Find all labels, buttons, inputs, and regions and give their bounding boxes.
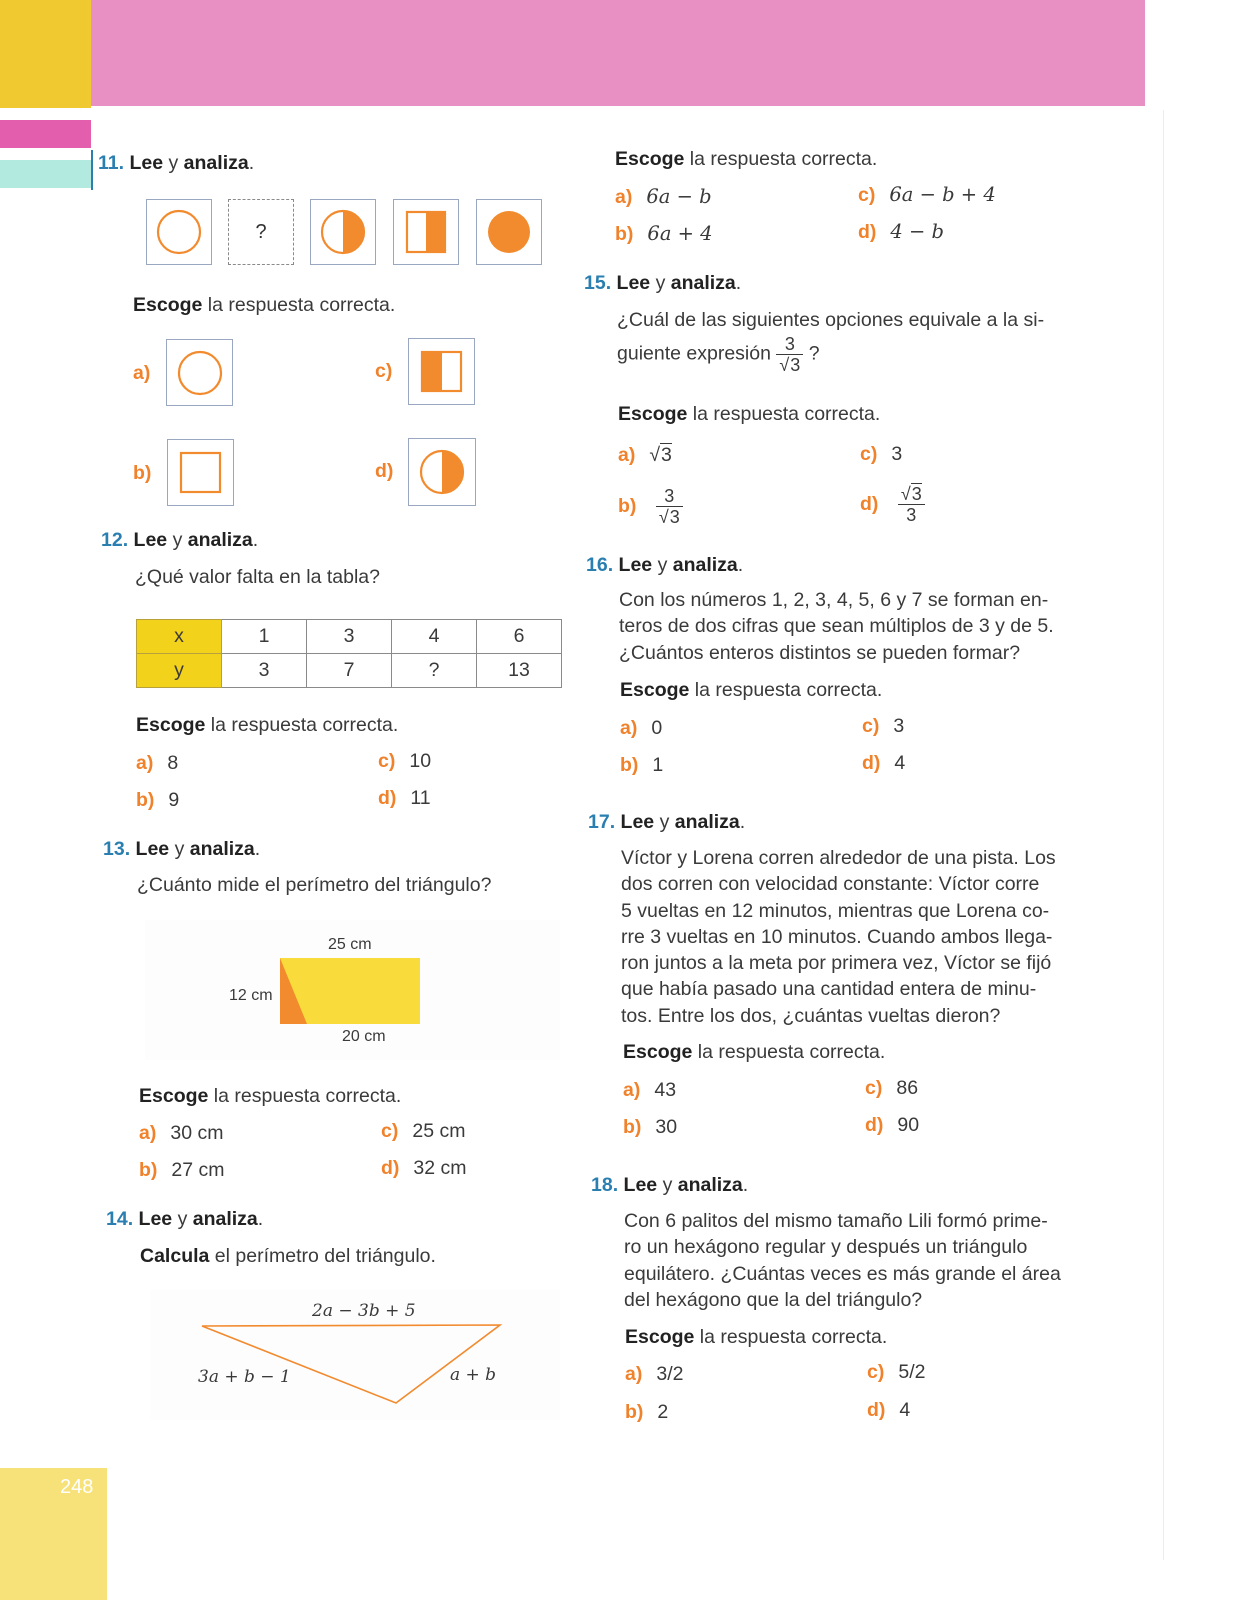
q16-escoge: Escoge la respuesta correcta. [620, 679, 883, 701]
circle-full-icon [477, 200, 541, 264]
table-row [137, 654, 562, 688]
q16-option-a[interactable]: a) 0 [620, 717, 663, 739]
header-yellow-block [0, 0, 91, 108]
seq-box-3 [310, 199, 376, 265]
q12-option-c[interactable]: c) 10 [378, 750, 432, 772]
q13-top-label: 25 cm [328, 936, 372, 953]
q13-option-c[interactable]: c) 25 cm [381, 1120, 466, 1142]
q15-option-a[interactable]: a) √3 [618, 444, 672, 466]
table-cell: 3 [307, 620, 392, 654]
table-header-x: x [137, 620, 222, 654]
circle-half-icon [311, 200, 375, 264]
q12-option-b[interactable]: b) 9 [136, 789, 180, 811]
circle-empty-icon [147, 200, 211, 264]
q18-option-a[interactable]: a) 3/2 [625, 1363, 684, 1385]
q14-left-label: 3a + b − 1 [198, 1367, 291, 1387]
q11-option-b-label[interactable]: b) [133, 462, 152, 484]
q15-escoge: Escoge la respuesta correcta. [618, 403, 881, 425]
q18-option-c[interactable]: c) 5/2 [867, 1361, 926, 1383]
q18-option-d[interactable]: d) 4 [867, 1399, 911, 1421]
q12-escoge: Escoge la respuesta correcta. [136, 714, 399, 736]
page-number: 248 [60, 1476, 94, 1498]
q16-option-b[interactable]: b) 1 [620, 754, 664, 776]
square-empty-icon [168, 440, 233, 505]
q15-option-d[interactable]: d) $\frac{√3}{3}$ [860, 484, 925, 525]
page-number-tab [0, 1468, 107, 1600]
q17-option-d[interactable]: d) 90 [865, 1114, 920, 1136]
tab-pink [0, 120, 91, 148]
q13-option-b[interactable]: b) 27 cm [139, 1159, 225, 1181]
square-half-icon [394, 200, 458, 264]
q12-table [136, 619, 562, 688]
q13-heading: 13. Lee y analiza. [103, 838, 261, 860]
q13-option-d[interactable]: d) 32 cm [381, 1157, 467, 1179]
q11-option-a[interactable] [166, 339, 233, 406]
q11-heading: 11. Lee y analiza. [98, 152, 255, 174]
q11-option-a-label[interactable]: a) [133, 362, 151, 384]
q12-option-a[interactable]: a) 8 [136, 752, 179, 774]
q14-option-b[interactable]: b) 6a + 4 [615, 222, 713, 245]
q17-option-b[interactable]: b) 30 [623, 1116, 678, 1138]
q18-text: Con 6 palitos del mismo tamaño Lili formó prime- ro un hexágono regular y después un triángulo equilátero. ¿Cuántas veces es más grande el área del hexágono que la del triángulo? [624, 1210, 1061, 1311]
table-cell: ? [392, 654, 477, 688]
q13-bottom-label: 20 cm [342, 1028, 386, 1045]
table-cell: 3 [222, 654, 307, 688]
tab-divider [91, 150, 93, 190]
q11-option-d[interactable] [408, 438, 476, 506]
q16-text: Con los números 1, 2, 3, 4, 5, 6 y 7 se forman en- teros de dos cifras que sean múltiplos de 3 y de 5. ¿Cuántos enteros distintos se pueden formar? [619, 589, 1054, 664]
seq-box-unknown: ? [228, 199, 294, 265]
q12-option-d[interactable]: d) 11 [378, 787, 431, 809]
table-cell: 13 [477, 654, 562, 688]
q14-top-label: 2a − 3b + 5 [312, 1301, 416, 1321]
q14-right-label: a + b [450, 1365, 497, 1385]
q13-escoge: Escoge la respuesta correcta. [139, 1085, 402, 1107]
q18-escoge: Escoge la respuesta correcta. [625, 1326, 888, 1348]
q17-option-c[interactable]: c) 86 [865, 1077, 919, 1099]
q14-question: Calcula el perímetro del triángulo. [140, 1245, 436, 1267]
q11-option-b[interactable] [167, 439, 234, 506]
q15-option-c[interactable]: c) 3 [860, 443, 903, 465]
q14-option-d[interactable]: d) 4 − b [858, 220, 945, 243]
q17-option-a[interactable]: a) 43 [623, 1079, 677, 1101]
square-half-icon [409, 339, 474, 404]
seq-box-4 [393, 199, 459, 265]
q18-heading: 18. Lee y analiza. [591, 1174, 749, 1196]
q11-escoge: Escoge la respuesta correcta. [133, 294, 396, 316]
q14-heading: 14. Lee y analiza. [106, 1208, 264, 1230]
q17-escoge: Escoge la respuesta correcta. [623, 1041, 886, 1063]
table-cell: 7 [307, 654, 392, 688]
q16-option-c[interactable]: c) 3 [862, 715, 905, 737]
q14-option-c[interactable]: c) 6a − b + 4 [858, 183, 996, 206]
seq-box-1 [146, 199, 212, 265]
table-row [137, 620, 562, 654]
q15-expression: $\frac{3}{√3}$ [776, 334, 803, 375]
table-header-y: y [137, 654, 222, 688]
tab-mint [0, 160, 91, 188]
q15-heading: 15. Lee y analiza. [584, 272, 742, 294]
q15-line1: ¿Cuál de las siguientes opciones equivale a la si- [617, 309, 1045, 331]
q11-option-c-label[interactable]: c) [375, 360, 393, 382]
circle-half-icon [409, 439, 475, 505]
q16-option-d[interactable]: d) 4 [862, 752, 906, 774]
table-cell: 6 [477, 620, 562, 654]
seq-box-5 [476, 199, 542, 265]
q13-question: ¿Cuánto mide el perímetro del triángulo? [137, 874, 492, 896]
q13-option-a[interactable]: a) 30 cm [139, 1122, 224, 1144]
q13-left-label: 12 cm [229, 987, 273, 1004]
q17-heading: 17. Lee y analiza. [588, 811, 746, 833]
q14-option-a[interactable]: a) 6a − b [615, 185, 712, 208]
q11-option-c[interactable] [408, 338, 475, 405]
q11-option-d-label[interactable]: d) [375, 460, 394, 482]
q14-escoge: Escoge la respuesta correcta. [615, 148, 878, 170]
q16-heading: 16. Lee y analiza. [586, 554, 744, 576]
header-pink-band [91, 0, 1145, 106]
q15-line2: guiente expresión $\frac{3}{√3}$ ? [617, 334, 820, 375]
q12-question: ¿Qué valor falta en la tabla? [135, 566, 380, 588]
q15-option-b[interactable]: b) $\frac{3}{√3}$ [618, 486, 683, 527]
q18-option-b[interactable]: b) 2 [625, 1401, 669, 1423]
table-cell: 4 [392, 620, 477, 654]
q12-heading: 12. Lee y analiza. [101, 529, 259, 551]
circle-empty-icon [167, 340, 232, 405]
table-cell: 1 [222, 620, 307, 654]
right-edge-line [1163, 110, 1164, 1560]
q17-text: Víctor y Lorena corren alrededor de una pista. Los dos corren con velocidad constante: Víctor corre 5 vueltas en 12 minutos, mientras que Lorena co- rre 3 vueltas en 10 minutos. Cuando ambos llega- ron juntos a la meta por primera vez, Víctor se fijó que había pasado una cantidad entera de minu- tos. Entre los dos, ¿cuántas vueltas dieron? [621, 847, 1056, 1027]
